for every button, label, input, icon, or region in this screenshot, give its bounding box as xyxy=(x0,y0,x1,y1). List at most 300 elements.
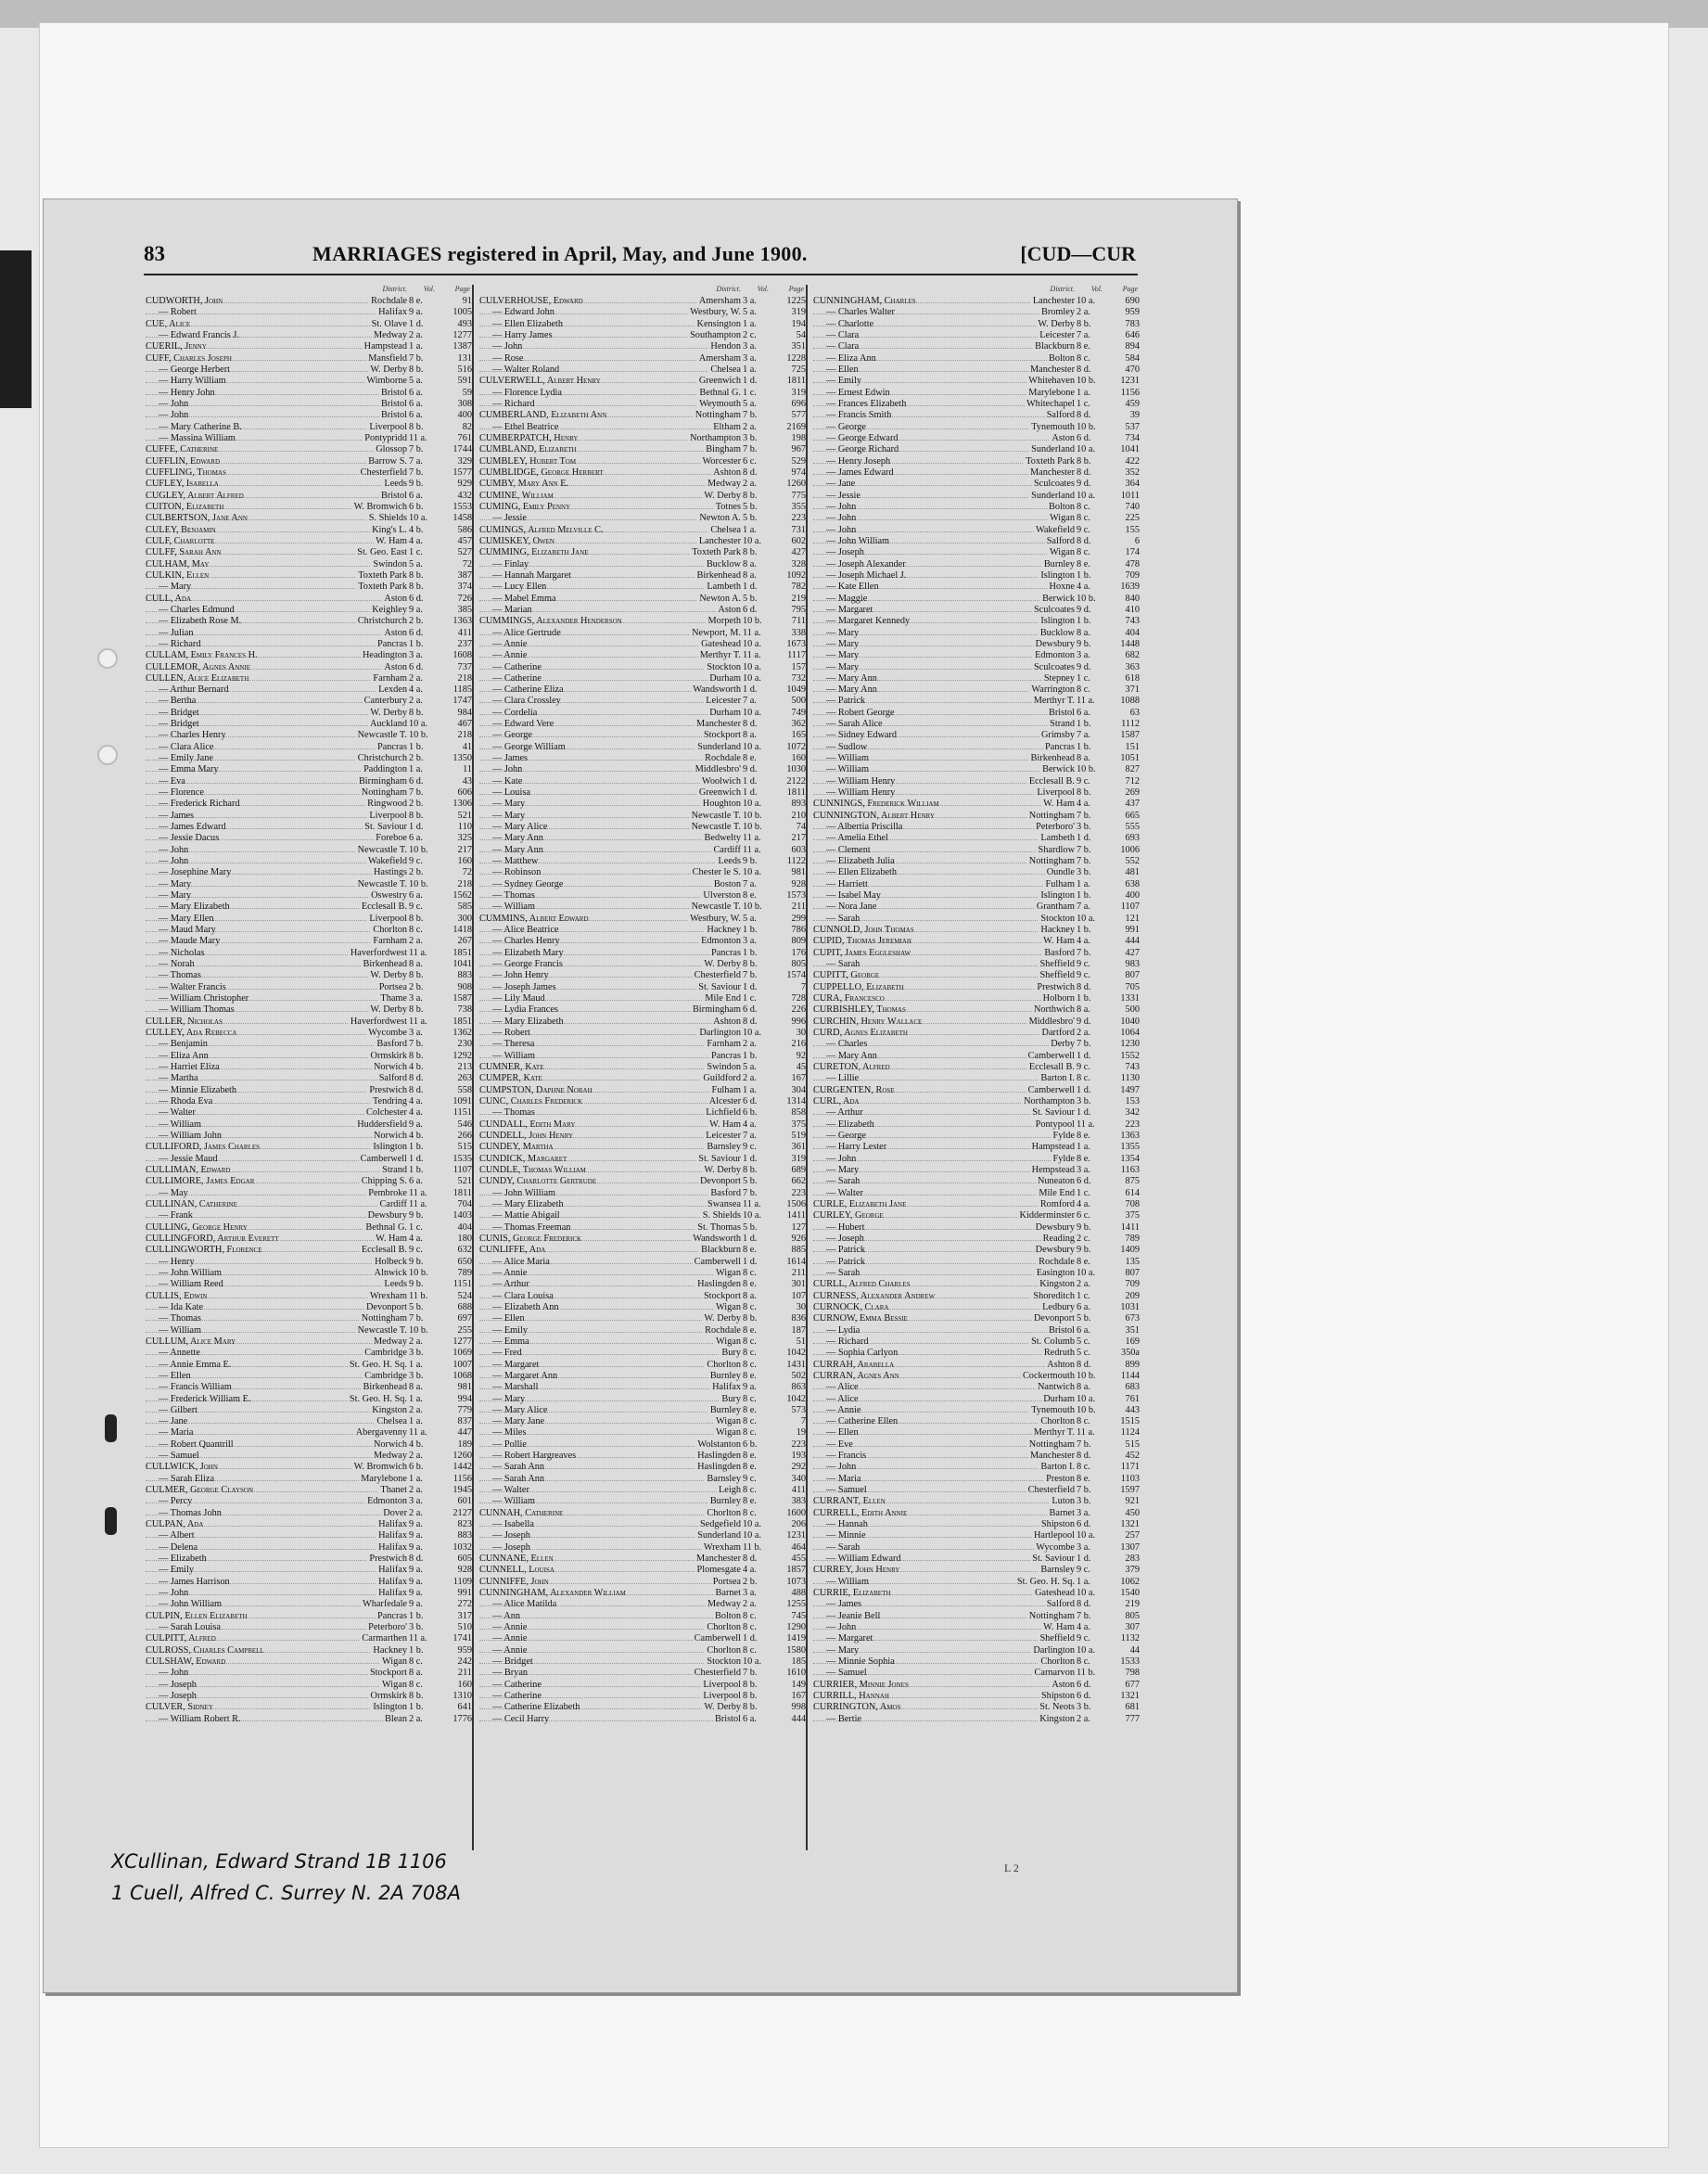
entry-page: 646 xyxy=(1125,329,1140,340)
entry-volume: 5 a. xyxy=(743,398,757,409)
entry-page: 135 xyxy=(1125,1256,1140,1267)
register-entry xyxy=(479,708,808,719)
register-entry xyxy=(146,1313,474,1324)
entry-district: Newcastle T. xyxy=(357,844,407,855)
entry-page: 213 xyxy=(457,1061,472,1072)
annotation-line: 1 Cuell, Alfred C. Surrey N. 2A 708A xyxy=(111,1882,461,1904)
register-entry xyxy=(146,491,474,502)
entry-district: St. Neots xyxy=(1039,1702,1075,1713)
entry-volume: 8 d. xyxy=(1077,535,1091,546)
entry-page: 1163 xyxy=(1120,1164,1140,1175)
entry-page: 697 xyxy=(457,1313,472,1324)
entry-volume: 8 d. xyxy=(1077,1599,1091,1610)
entry-name: — Mary Alice xyxy=(492,822,548,833)
entry-name: — Minnie Elizabeth xyxy=(159,1084,237,1095)
entry-district: S. Shields xyxy=(368,513,407,524)
entry-volume: 10 b. xyxy=(1077,376,1096,387)
entry-page: 444 xyxy=(1125,936,1140,947)
entry-page: 926 xyxy=(791,1233,806,1244)
entry-volume: 7 b. xyxy=(1077,947,1091,958)
entry-name: — Alice Beatrice xyxy=(492,925,559,936)
entry-district: Dewsbury xyxy=(1035,1221,1075,1233)
entry-page: 437 xyxy=(1125,799,1140,810)
entry-volume: 8 c. xyxy=(1077,547,1090,558)
entry-district: Wigan xyxy=(381,1656,407,1668)
entry-volume: 1 b. xyxy=(409,741,424,752)
entry-name: — Mary Ann xyxy=(492,833,543,844)
register-entry xyxy=(479,547,808,558)
entry-page: 883 xyxy=(457,1530,472,1541)
register-entry xyxy=(813,1279,1141,1290)
register-entry xyxy=(146,1176,474,1187)
entry-page: 44 xyxy=(1129,1644,1140,1656)
entry-district: Birkenhead xyxy=(696,569,741,581)
register-entry xyxy=(146,1073,474,1084)
entry-volume: 10 b. xyxy=(409,1267,428,1278)
entry-district: Cambridge xyxy=(364,1370,407,1381)
entry-volume: 2 a. xyxy=(743,1599,757,1610)
entry-page: 809 xyxy=(791,936,806,947)
entry-name: CURRANT, Ellen xyxy=(813,1496,886,1507)
entry-name: CUMMINS, Albert Edward xyxy=(479,913,589,924)
entry-district: Pancras xyxy=(376,741,407,752)
entry-volume: 1 d. xyxy=(743,981,758,992)
register-entry xyxy=(813,890,1141,902)
register-entry xyxy=(813,1427,1141,1439)
register-entry xyxy=(146,1325,474,1336)
entry-volume: 1 d. xyxy=(743,684,758,696)
entry-volume: 10 b. xyxy=(1077,764,1096,775)
register-entry xyxy=(146,467,474,479)
entry-district: Durham xyxy=(709,707,741,718)
entry-volume: 4 a. xyxy=(409,1233,423,1244)
register-entry xyxy=(813,662,1141,673)
entry-volume: 4 a. xyxy=(1077,1198,1090,1209)
entry-district: Dewsbury xyxy=(1035,638,1075,649)
entry-district: Strand xyxy=(1050,719,1075,730)
entry-district: Kingston xyxy=(1039,1713,1075,1724)
entry-volume: 8 e. xyxy=(743,1370,757,1381)
entry-name: CUDWORTH, John xyxy=(146,296,223,306)
register-entry xyxy=(479,399,808,410)
entry-volume: 7 b. xyxy=(743,410,758,421)
entry-page: 885 xyxy=(791,1245,806,1256)
entry-page: 1587 xyxy=(452,993,472,1004)
entry-district: Chesterfield xyxy=(1027,1485,1075,1496)
entry-district: Northampton xyxy=(690,432,741,443)
entry-page: 319 xyxy=(791,1153,806,1164)
entry-district: Shoreditch xyxy=(1033,1290,1075,1301)
entry-page: 375 xyxy=(791,1119,806,1130)
entry-page: 230 xyxy=(457,1039,472,1050)
entry-name: — Catherine Elizabeth xyxy=(492,1702,580,1713)
entry-volume: 7 b. xyxy=(1077,844,1091,855)
entry-page: 299 xyxy=(791,913,806,924)
entry-name: — Edward Francis J. xyxy=(159,329,239,340)
register-entry xyxy=(479,787,808,799)
entry-page: 1107 xyxy=(1120,902,1140,913)
entry-volume: 1 d. xyxy=(1077,1050,1091,1061)
page-header-label: Page xyxy=(1122,285,1138,293)
register-entry xyxy=(479,433,808,444)
entry-volume: 1 b. xyxy=(409,1644,424,1656)
entry-volume: 2 a. xyxy=(743,479,757,490)
entry-page: 1354 xyxy=(1120,1153,1140,1164)
entry-name: — Arthur xyxy=(826,1107,863,1119)
entry-page: 379 xyxy=(1125,1565,1140,1576)
entry-volume: 2 a. xyxy=(409,672,423,684)
register-entry xyxy=(146,730,474,741)
entry-volume: 9 a. xyxy=(409,1519,423,1530)
register-entry xyxy=(146,1554,474,1565)
entry-volume: 7 b. xyxy=(1077,1439,1091,1450)
entry-volume: 1 a. xyxy=(409,1416,423,1427)
entry-name: — Sidney Edward xyxy=(826,730,898,741)
entry-page: 1535 xyxy=(452,1153,472,1164)
entry-district: Middlesbro' xyxy=(1028,1016,1075,1027)
entry-page: 805 xyxy=(1125,1610,1140,1621)
register-entry xyxy=(479,1017,808,1028)
entry-volume: 8 e. xyxy=(743,1496,757,1507)
entry-district: Bucklow xyxy=(1039,627,1075,638)
entry-volume: 7 b. xyxy=(409,352,424,364)
entry-name: — Mary xyxy=(826,1644,860,1656)
entry-name: — Henry Joseph xyxy=(826,455,891,467)
entry-district: Wharfedale xyxy=(362,1599,407,1610)
entry-district: Nottingham xyxy=(361,1313,407,1324)
entry-name: — Julian xyxy=(159,627,194,638)
entry-name: — Nora Jane xyxy=(826,902,877,913)
entry-page: 928 xyxy=(457,1565,472,1576)
entry-volume: 7 b. xyxy=(409,444,424,455)
register-entry xyxy=(146,1279,474,1290)
register-entry xyxy=(813,833,1141,844)
entry-name: CULL, Ada xyxy=(146,593,192,604)
register-entry xyxy=(146,399,474,410)
entry-district: Durham xyxy=(709,672,741,684)
entry-name: — William xyxy=(492,1050,536,1061)
entry-page: 151 xyxy=(1125,741,1140,752)
entry-page: 1072 xyxy=(786,741,806,752)
entry-district: Islington xyxy=(1040,890,1075,902)
entry-page: 1411 xyxy=(1120,1221,1140,1233)
entry-name: — Annie xyxy=(492,650,528,661)
entry-volume: 3 b. xyxy=(1077,867,1091,878)
entry-page: 351 xyxy=(1125,1324,1140,1336)
register-entry xyxy=(813,1028,1141,1039)
entry-district: Guildford xyxy=(703,1073,741,1084)
register-entry xyxy=(813,513,1141,524)
entry-page: 160 xyxy=(457,1679,472,1690)
entry-district: Chorlton xyxy=(1040,1656,1075,1668)
register-entry xyxy=(479,1416,808,1427)
entry-name: CULBERTSON, Jane Ann xyxy=(146,513,248,524)
entry-name: — Maggie xyxy=(826,593,868,604)
entry-volume: 8 d. xyxy=(743,1554,758,1565)
entry-name: — Thomas xyxy=(492,890,535,902)
entry-page: 994 xyxy=(457,1393,472,1404)
register-entry xyxy=(813,948,1141,959)
entry-page: 1122 xyxy=(786,856,806,867)
entry-district: Islington xyxy=(373,1702,407,1713)
entry-district: Whitechapel xyxy=(1026,398,1075,409)
register-entry xyxy=(146,525,474,536)
entry-name: — Jane xyxy=(159,1416,188,1427)
entry-district: Alnwick xyxy=(374,1267,407,1278)
entry-volume: 9 c. xyxy=(1077,1633,1090,1644)
entry-district: Newcastle T. xyxy=(691,810,741,821)
entry-page: 411 xyxy=(457,627,472,638)
entry-volume: 8 d. xyxy=(1077,1359,1091,1370)
entry-name: — Sarah xyxy=(826,1267,860,1278)
register-entry xyxy=(146,799,474,810)
entry-district: Leeds xyxy=(384,1279,407,1290)
entry-page: 614 xyxy=(1125,1187,1140,1198)
register-entry xyxy=(479,582,808,593)
entry-volume: 1 b. xyxy=(409,1610,424,1621)
entry-volume: 8 e. xyxy=(743,1462,757,1473)
entry-page: 301 xyxy=(791,1279,806,1290)
entry-volume: 3 a. xyxy=(743,341,757,352)
entry-volume: 2 b. xyxy=(743,1576,758,1587)
entry-district: Headington xyxy=(362,650,407,661)
register-entry xyxy=(813,330,1141,341)
entry-volume: 1 d. xyxy=(409,318,424,329)
register-entry xyxy=(813,1599,1141,1610)
entry-volume: 8 d. xyxy=(1077,1451,1091,1462)
entry-district: Stepney xyxy=(1043,672,1075,684)
entry-name: — Ellen Elizabeth xyxy=(826,867,898,878)
entry-district: St. Saviour xyxy=(1032,1554,1075,1565)
entry-name: — John xyxy=(492,764,523,775)
entry-district: Christchurch xyxy=(357,616,407,627)
entry-page: 734 xyxy=(1125,432,1140,443)
entry-name: — Frederick William E. xyxy=(159,1393,251,1404)
page-header xyxy=(144,240,1136,270)
entry-district: Auckland xyxy=(369,719,407,730)
entry-district: Sheffield xyxy=(1039,1633,1075,1644)
entry-volume: 9 c. xyxy=(1077,1565,1090,1576)
entry-district: Basford xyxy=(710,1187,741,1198)
entry-volume: 7 b. xyxy=(1077,1485,1091,1496)
entry-name: — Rhoda Eva xyxy=(159,1095,213,1106)
entry-name: — Joseph Alexander xyxy=(826,558,906,569)
entry-page: 363 xyxy=(1125,661,1140,672)
entry-district: Edmonton xyxy=(1035,650,1075,661)
entry-name: — John xyxy=(826,501,857,512)
entry-volume: 1 b. xyxy=(1077,993,1091,1004)
entry-district: Wigan xyxy=(715,1301,741,1312)
entry-name: — William Henry xyxy=(826,787,896,799)
entry-district: Blean xyxy=(384,1713,407,1724)
entry-district: Camberwell xyxy=(694,1256,741,1267)
register-entry xyxy=(813,1325,1141,1336)
entry-district: Newcastle T. xyxy=(357,730,407,741)
entry-name: — Norah xyxy=(159,959,195,970)
register-entry xyxy=(479,1222,808,1234)
entry-district: Halifax xyxy=(378,1576,407,1587)
entry-name: — Louisa xyxy=(492,787,530,799)
entry-district: Nottingham xyxy=(1028,856,1075,867)
entry-district: Birmingham xyxy=(358,775,407,786)
entry-name: CUE, Alice xyxy=(146,318,191,329)
page-header-label: Page xyxy=(788,285,804,293)
register-entry xyxy=(479,444,808,455)
entry-page: 1310 xyxy=(452,1691,472,1702)
entry-volume: 9 a. xyxy=(409,307,423,318)
register-entry xyxy=(146,1462,474,1473)
entry-district: St. Saviour xyxy=(364,822,407,833)
entry-district: Birkenhead xyxy=(363,1382,407,1393)
entry-district: Ecclesall B. xyxy=(361,902,407,913)
register-entry xyxy=(479,845,808,856)
entry-name: — Gilbert xyxy=(159,1404,198,1415)
register-entry xyxy=(813,422,1141,433)
entry-page: 555 xyxy=(1125,822,1140,833)
entry-name: — George xyxy=(826,1130,866,1141)
entry-volume: 10 b. xyxy=(409,844,428,855)
entry-page: 364 xyxy=(1125,479,1140,490)
entry-district: Redruth xyxy=(1043,1348,1075,1359)
entry-district: Salford xyxy=(1046,410,1075,421)
entry-district: Middlesbro' xyxy=(695,764,741,775)
entry-page: 110 xyxy=(457,822,472,833)
register-entry xyxy=(813,993,1141,1004)
entry-name: — Bertie xyxy=(826,1713,862,1724)
entry-name: — Emily xyxy=(492,1324,529,1336)
entry-district: Kensington xyxy=(696,318,741,329)
register-entry xyxy=(146,833,474,844)
register-entry xyxy=(813,1073,1141,1084)
entry-volume: 2 a. xyxy=(409,1404,423,1415)
register-entry xyxy=(479,1176,808,1187)
entry-volume: 8 c. xyxy=(743,1359,757,1370)
entry-name: CUITON, Elizabeth xyxy=(146,501,224,512)
entry-page: 1945 xyxy=(452,1485,472,1496)
entry-volume: 9 c. xyxy=(743,1142,757,1153)
register-entry xyxy=(479,1622,808,1633)
entry-name: — Alice xyxy=(826,1382,859,1393)
entry-name: — Henry John xyxy=(159,387,215,398)
entry-page: 218 xyxy=(457,730,472,741)
entry-page: 167 xyxy=(791,1073,806,1084)
register-entry xyxy=(479,467,808,479)
entry-page: 779 xyxy=(457,1404,472,1415)
register-entry xyxy=(146,456,474,467)
entry-volume: 4 b. xyxy=(409,1130,424,1141)
register-entry xyxy=(146,433,474,444)
entry-page: 153 xyxy=(1125,1095,1140,1106)
entry-name: — Sarah Alice xyxy=(826,719,883,730)
register-entry xyxy=(813,1313,1141,1324)
entry-district: Barnsley xyxy=(707,1473,741,1484)
entry-district: Hackney xyxy=(1040,925,1075,936)
entry-name: — Thomas xyxy=(492,1107,535,1119)
register-entry xyxy=(479,1142,808,1153)
entry-name: — John xyxy=(159,856,189,867)
entry-name: — Samuel xyxy=(826,1668,867,1679)
entry-page: 218 xyxy=(457,672,472,684)
entry-page: 1562 xyxy=(452,890,472,902)
entry-page: 54 xyxy=(796,329,806,340)
entry-page: 1171 xyxy=(1120,1462,1140,1473)
register-entry xyxy=(146,1131,474,1142)
entry-volume: 10 b. xyxy=(743,810,762,821)
entry-volume: 5 b. xyxy=(743,501,758,512)
register-entry xyxy=(813,708,1141,719)
register-entry xyxy=(813,1176,1141,1187)
entry-name: — Elizabeth Rose M. xyxy=(159,616,242,627)
entry-page: 959 xyxy=(1125,307,1140,318)
entry-name: — Margaret Ann xyxy=(492,1370,558,1381)
entry-volume: 8 c. xyxy=(1077,1462,1090,1473)
entry-page: 967 xyxy=(791,444,806,455)
register-entry xyxy=(813,1485,1141,1496)
entry-volume: 1 d. xyxy=(1077,833,1091,844)
entry-district: Aston xyxy=(1052,432,1075,443)
entry-volume: 8 b. xyxy=(1077,455,1091,467)
register-entry xyxy=(479,1313,808,1324)
entry-volume: 1 c. xyxy=(409,547,423,558)
entry-district: Lambeth xyxy=(707,582,741,593)
register-entry xyxy=(479,1210,808,1221)
entry-name: CURRAH, Arabella xyxy=(813,1359,895,1370)
entry-page: 996 xyxy=(791,1016,806,1027)
entry-district: Worcester xyxy=(702,455,741,467)
register-entry xyxy=(479,616,808,627)
entry-volume: 9 c. xyxy=(743,1473,757,1484)
entry-page: 400 xyxy=(457,410,472,421)
register-column-2 xyxy=(479,285,808,1861)
entry-volume: 5 a. xyxy=(409,558,423,569)
entry-district: Medway xyxy=(707,479,741,490)
entry-name: CUFLEY, Isabella xyxy=(146,479,219,490)
entry-name: — Edward Vere xyxy=(492,719,554,730)
entry-district: Houghton xyxy=(702,799,741,810)
entry-name: — Bertha xyxy=(159,696,197,707)
entry-volume: 9 c. xyxy=(1077,970,1090,981)
entry-district: Camberwell xyxy=(1027,1084,1075,1095)
register-entry xyxy=(479,1051,808,1062)
entry-name: — Joseph xyxy=(492,1541,530,1553)
entry-volume: 9 d. xyxy=(1077,1016,1091,1027)
register-entry xyxy=(479,1451,808,1462)
entry-volume: 2 a. xyxy=(409,1507,423,1518)
entry-name: CUNC, Charles Frederick xyxy=(479,1095,583,1106)
punch-hole xyxy=(97,745,118,765)
register-entry xyxy=(479,364,808,376)
entry-district: Hempstead xyxy=(1031,1164,1075,1175)
entry-volume: 1 c. xyxy=(409,1221,423,1233)
entry-volume: 9 c. xyxy=(409,902,423,913)
entry-district: Sheffield xyxy=(1039,959,1075,970)
register-entry xyxy=(813,822,1141,833)
entry-page: 682 xyxy=(1125,650,1140,661)
register-entry xyxy=(146,982,474,993)
entry-district: Bingham xyxy=(706,444,741,455)
entry-district: Whitehaven xyxy=(1028,376,1075,387)
entry-page: 1614 xyxy=(786,1256,806,1267)
entry-page: 1355 xyxy=(1120,1142,1140,1153)
entry-page: 266 xyxy=(457,1130,472,1141)
entry-volume: 2 b. xyxy=(409,867,424,878)
entry-volume: 8 c. xyxy=(1077,1656,1090,1668)
entry-page: 292 xyxy=(791,1462,806,1473)
entry-volume: 8 a. xyxy=(409,1382,423,1393)
entry-page: 603 xyxy=(791,844,806,855)
register-entry xyxy=(813,1577,1141,1588)
entry-volume: 8 d. xyxy=(409,1084,424,1095)
